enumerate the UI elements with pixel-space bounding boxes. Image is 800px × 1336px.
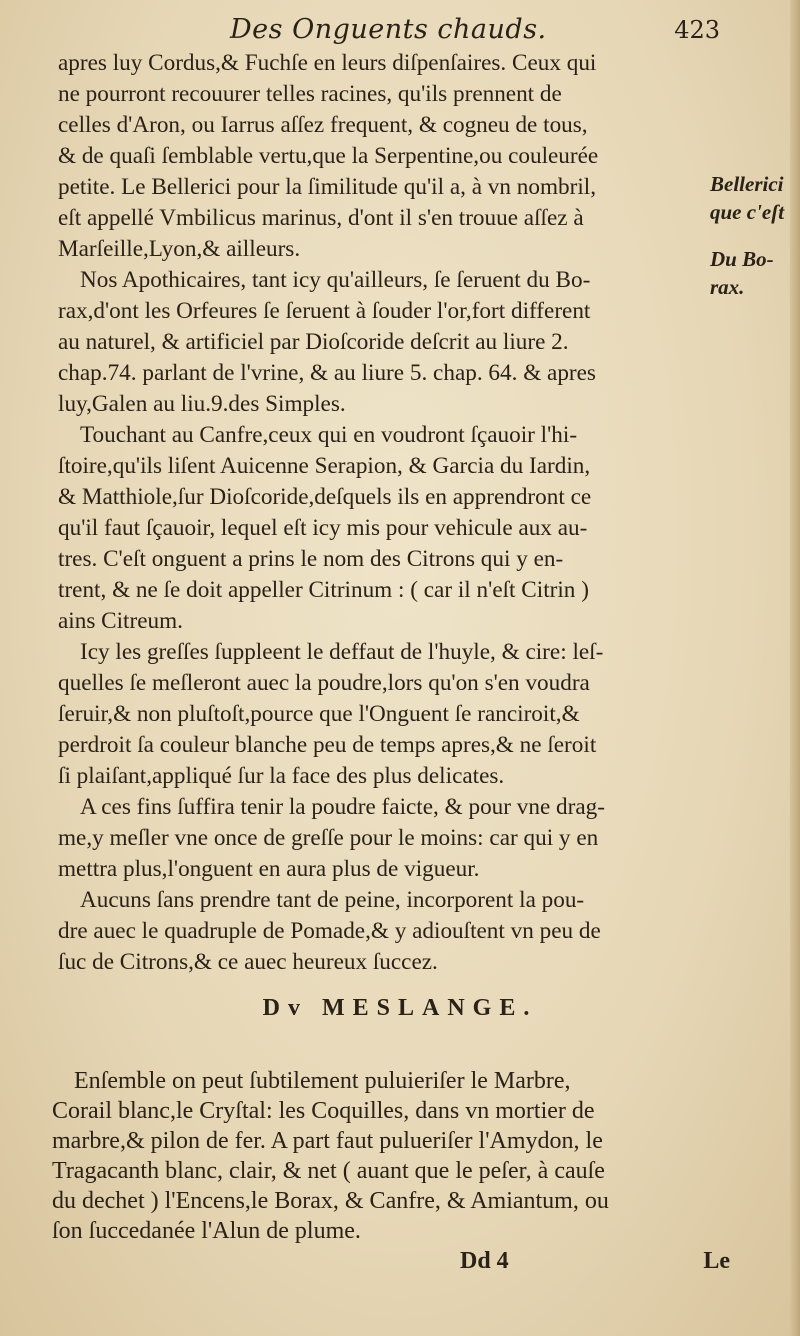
- text-line: tres. C'eſt onguent a prins le nom des Citrons qui y en-: [58, 546, 564, 572]
- text-line: Icy les greſſes ſuppleent le deffaut de l'huyle, & cire: leſ-: [80, 639, 604, 665]
- text-line: & Matthiole,ſur Dioſcoride,deſquels ils en apprendront ce: [58, 484, 592, 510]
- text-line: quelles ſe meſleront auec la poudre,lors qu'on s'en voudra: [58, 670, 590, 696]
- text-line: A ces fins ſuffira tenir la poudre faicte, & pour vne drag-: [80, 794, 605, 820]
- text-line: qu'il faut ſçauoir, lequel eſt icy mis pour vehicule aux au-: [58, 515, 588, 541]
- section-text: [52, 1066, 722, 1246]
- margin-note-borax: [710, 245, 800, 301]
- text-line: Tragacanth blanc, clair, & net ( auant que le peſer, à cauſe: [52, 1158, 605, 1184]
- margin-note-line: que c'eſt: [710, 200, 785, 224]
- page-edge: [790, 0, 800, 1336]
- main-text: [58, 48, 708, 978]
- text-line: luy,Galen au liu.9.des Simples.: [58, 391, 346, 417]
- running-title: Des Onguents chauds.: [230, 14, 547, 45]
- text-line: trent, & ne ſe doit appeller Citrinum : ( car il n'eſt Citrin ): [58, 577, 589, 603]
- text-line: ſuc de Citrons,& ce auec heureux ſuccez.: [58, 949, 438, 975]
- text-line: dre auec le quadruple de Pomade,& y adiouſtent vn peu de: [58, 918, 601, 944]
- text-line: Enſemble on peut ſubtilement puluieriſer le Marbre,: [74, 1068, 571, 1094]
- text-line: eſt appellé Vmbilicus marinus, d'ont il s'en trouue aſſez à: [58, 205, 584, 231]
- text-line: ains Citreum.: [58, 608, 183, 634]
- text-line: Nos Apothicaires, tant icy qu'ailleurs, ſe ſeruent du Bo-: [80, 267, 591, 293]
- text-line: marbre,& pilon de fer. A part faut pulueriſer l'Amydon, le: [52, 1128, 603, 1154]
- text-line: du dechet ) l'Encens,le Borax, & Canfre, & Amiantum, ou: [52, 1188, 609, 1214]
- margin-note-line: Bellerici: [710, 172, 784, 196]
- text-line: mettra plus,l'onguent en aura plus de vigueur.: [58, 856, 480, 882]
- text-line: rax,d'ont les Orfeures ſe ſeruent à ſouder l'or,fort different: [58, 298, 591, 324]
- text-line: Marſeille,Lyon,& ailleurs.: [58, 236, 301, 262]
- text-line: au naturel, & artificiel par Dioſcoride deſcrit au liure 2.: [58, 329, 569, 355]
- text-line: ſon ſuccedanée l'Alun de plume.: [52, 1218, 361, 1244]
- text-line: ſi plaiſant,appliqué ſur la face des plus delicates.: [58, 763, 505, 789]
- page-footer: [460, 1248, 730, 1278]
- text-line: chap.74. parlant de l'vrine, & au liure 5. chap. 64. & apres: [58, 360, 596, 386]
- section-heading: Dv MESLANGE.: [262, 995, 538, 1021]
- margin-note-line: Du Bo-: [710, 247, 774, 271]
- text-line: Touchant au Canfre,ceux qui en voudront ſçauoir l'hi-: [80, 422, 578, 448]
- text-line: perdroit ſa couleur blanche peu de temps apres,& ne ſeroit: [58, 732, 597, 758]
- text-line: ſeruir,& non pluſtoſt,pource que l'Onguent ſe ranciroit,&: [58, 701, 580, 727]
- page-header: [60, 10, 720, 50]
- signature-mark: Dd 4: [460, 1248, 509, 1274]
- text-line: me,y meſler vne once de greſſe pour le moins: car qui y en: [58, 825, 599, 851]
- text-line: petite. Le Bellerici pour la ſimilitude qu'il a, à vn nombril,: [58, 174, 596, 200]
- text-line: ne pourront recouurer telles racines, qu'ils prennent de: [58, 81, 562, 107]
- text-line: ſtoire,qu'ils liſent Auicenne Serapion, & Garcia du Iardin,: [58, 453, 591, 479]
- text-line: apres luy Cordus,& Fuchſe en leurs diſpenſaires. Ceux qui: [58, 50, 597, 76]
- text-line: Corail blanc,le Cryſtal: les Coquilles, dans vn mortier de: [52, 1098, 595, 1124]
- text-line: celles d'Aron, ou Iarrus aſſez frequent, & cogneu de tous,: [58, 112, 588, 138]
- margin-note-bellerici: [710, 170, 800, 226]
- text-line: & de quaſi ſemblable vertu,que la Serpentine,ou couleurée: [58, 143, 599, 169]
- margin-note-line: rax.: [710, 275, 745, 299]
- text-line: Aucuns ſans prendre tant de peine, incorporent la pou-: [80, 887, 585, 913]
- page-number: 423: [674, 16, 720, 44]
- catchword: Le: [703, 1248, 730, 1274]
